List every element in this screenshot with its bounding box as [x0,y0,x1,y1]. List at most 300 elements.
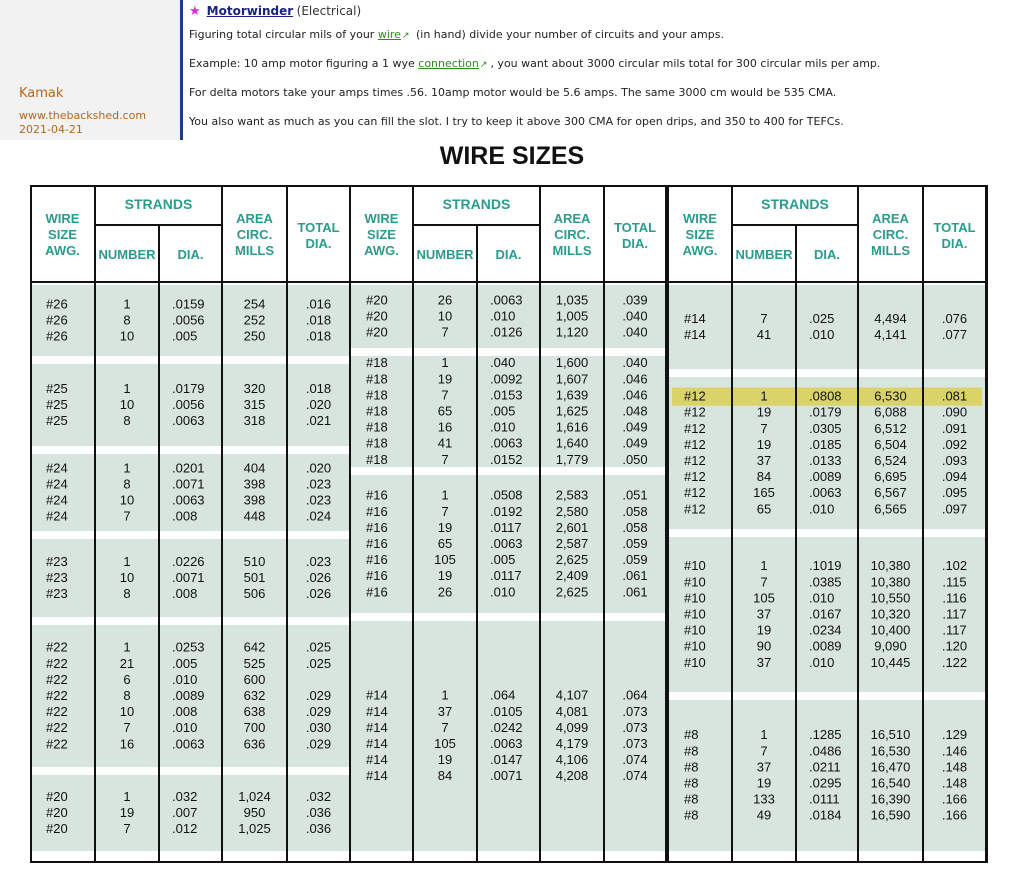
cell-number: 10 [437,308,453,324]
cell-number: 8 [123,413,131,429]
cell-dia: .0808 [809,388,842,404]
cell-dia: .005 [490,552,516,568]
cell-wire-size: #18 [366,419,388,435]
line-text: , you want about 3000 circular mils total for 300 circular mils per amp. [490,57,881,70]
cell-area: 10,380 [870,574,911,590]
cell-total-dia: .059 [622,552,648,568]
cell-dia: .005 [172,328,198,344]
cell-total-dia: .061 [622,568,648,584]
cell-wire-size: #24 [46,508,68,524]
cell-wire-size: #8 [684,807,699,823]
header-area-circ-mills: MILLS [871,243,910,258]
cell-area: 4,494 [874,310,907,326]
cell-wire-size: #24 [46,476,68,492]
cell-number: 165 [753,485,775,501]
cell-total-dia: .050 [622,451,648,467]
wire-link[interactable]: wire [377,28,401,41]
cell-area: 404 [243,460,266,476]
cell-wire-size: #23 [46,586,68,602]
cell-number: 7 [441,324,449,340]
cell-dia: .0063 [490,435,523,451]
cell-number: 19 [756,775,772,791]
cell-dia: .0071 [172,569,205,585]
cell-dia: .010 [809,501,835,517]
cell-area: 506 [243,586,266,602]
cell-area: 4,106 [555,752,589,768]
cell-dia: .0508 [490,487,523,503]
cell-dia: .010 [809,654,835,670]
cell-wire-size: #10 [684,622,706,638]
cell-total-dia: .029 [305,736,332,752]
cell-number: 7 [441,503,449,519]
quote-bar [180,0,183,140]
cell-dia: .012 [172,821,198,837]
cell-number: 26 [437,584,453,600]
cell-total-dia: .036 [305,804,332,820]
connection-link[interactable]: connection [418,57,479,70]
cell-wire-size: #22 [46,736,68,752]
cell-wire-size: #10 [684,638,706,654]
cell-area: 1,600 [555,355,589,371]
cell-number: 19 [437,371,453,387]
cell-wire-size: #26 [46,296,68,312]
cell-number: 8 [123,687,131,703]
cell-area: 16,510 [870,727,911,743]
cell-wire-size: #26 [46,312,68,328]
cell-total-dia: .040 [622,308,648,324]
cell-dia: .0253 [172,639,205,655]
cell-area: 10,380 [870,558,911,574]
header-wire-size: SIZE [367,227,396,242]
cell-total-dia: .059 [622,535,648,551]
cell-number: 84 [437,768,453,784]
cell-dia: .0133 [809,453,842,468]
cell-area: 4,141 [874,327,907,342]
cell-wire-size: #22 [46,655,68,671]
cell-total-dia: .077 [941,327,968,342]
cell-number: 16 [437,419,453,435]
cell-area: 10,550 [870,590,911,606]
cell-number: 10 [119,328,135,344]
cell-area: 1,035 [555,292,589,308]
post-line [189,28,724,41]
cell-wire-size: #14 [366,752,388,768]
cell-area: 1,779 [555,451,589,467]
cell-number: 84 [756,469,772,485]
cell-wire-size: #14 [366,703,388,719]
cell-dia: .0063 [172,492,205,508]
cell-dia: .010 [490,419,516,435]
cell-area: 6,088 [874,404,907,420]
cell-dia: .0167 [809,606,842,622]
cell-wire-size: #18 [366,387,388,403]
cell-dia: .0063 [809,485,842,501]
header-dia: DIA. [177,247,204,262]
cell-total-dia: .020 [305,396,332,412]
line-text: Example: 10 amp motor figuring a 1 wye [189,57,419,70]
cell-total-dia: .040 [622,324,648,340]
cell-total-dia: .046 [622,387,648,403]
cell-dia: .0063 [172,736,205,752]
cell-area: 16,530 [870,743,911,759]
cell-dia: .0056 [172,396,205,412]
cell-number: 8 [123,586,131,602]
cell-number: 1 [760,727,768,743]
line-text: For delta motors take your amps times .56. 10amp motor would be 5.6 amps. The same 3000 cm would be 535 CMA. [189,86,837,99]
cell-wire-size: #24 [46,460,68,476]
cell-wire-size: #16 [366,584,388,600]
cell-total-dia: .049 [622,435,648,451]
cell-total-dia: .122 [941,654,968,670]
cell-wire-size: #10 [684,654,706,670]
cell-total-dia: .091 [941,420,968,436]
cell-total-dia: .023 [305,553,332,569]
cell-area: 4,208 [555,768,589,784]
cell-area: 1,639 [555,387,589,403]
wire-sizes-table [30,185,988,863]
cell-number: 26 [437,292,453,308]
cell-area: 2,601 [555,519,589,535]
cell-number: 37 [756,453,772,468]
cell-wire-size: #10 [684,590,706,606]
cell-total-dia: .016 [305,296,332,312]
header-strands: STRANDS [761,196,829,212]
cell-wire-size: #16 [366,568,388,584]
cell-dia: .0295 [809,775,842,791]
cell-wire-size: #14 [366,687,388,703]
header-total-dia: TOTAL [933,220,976,235]
cell-total-dia: .049 [622,419,648,435]
cell-dia: .0105 [490,703,523,719]
header-wire-size: SIZE [685,227,715,242]
cell-wire-size: #8 [684,743,699,759]
cell-area: 2,625 [555,552,589,568]
cell-number: 1 [123,460,131,476]
cell-number: 37 [756,759,772,775]
cell-dia: .0179 [172,380,205,396]
line-text: (in hand) divide your number of circuits and your amps. [412,28,724,41]
cell-total-dia: .129 [941,727,968,743]
author-role: (Electrical) [296,4,362,18]
cell-total-dia: .095 [941,485,968,501]
cell-number: 1 [123,553,131,569]
cell-total-dia: .023 [305,476,332,492]
cell-wire-size: #18 [366,403,388,419]
cell-dia: .008 [172,586,198,602]
cell-total-dia: .058 [622,519,648,535]
cell-wire-size: #20 [46,821,68,837]
cell-number: 7 [441,387,449,403]
header-wire-size: WIRE [364,211,399,226]
cell-dia: .0385 [809,574,842,590]
quote-author-link[interactable]: Motorwinder [206,4,294,18]
cell-number: 6 [123,671,131,687]
cell-number: 65 [437,535,453,551]
cell-area: 1,120 [555,324,589,340]
cell-area: 10,320 [870,606,911,622]
cell-total-dia: .051 [622,487,648,503]
header-wire-size: AWG. [45,243,80,258]
cell-area: 600 [243,671,266,687]
cell-dia: .0152 [490,451,523,467]
cell-wire-size: #14 [366,768,388,784]
cell-number: 1 [123,380,131,396]
cell-wire-size: #22 [46,720,68,736]
cell-number: 8 [123,312,131,328]
header-total-dia: DIA. [941,236,968,251]
cell-area: 510 [243,553,266,569]
cell-area: 448 [243,508,266,524]
header-area-circ-mills: AREA [236,211,273,226]
cell-wire-size: #16 [366,535,388,551]
cell-total-dia: .029 [305,704,332,720]
cell-total-dia: .148 [941,759,968,775]
cell-wire-size: #8 [684,775,699,791]
cell-area: 2,580 [555,503,589,519]
cell-area: 636 [243,736,266,752]
cell-dia: .0153 [490,387,523,403]
cell-area: 1,607 [555,371,589,387]
cell-area: 4,099 [555,719,589,735]
cell-area: 4,081 [555,703,589,719]
cell-dia: .010 [172,720,198,736]
cell-dia: .010 [490,308,516,324]
cell-area: 6,565 [874,501,907,517]
cell-area: 1,640 [555,435,589,451]
cell-total-dia: .090 [941,404,968,420]
cell-total-dia: .025 [305,655,332,671]
cell-wire-size: #14 [684,327,706,342]
cell-total-dia: .116 [942,590,967,606]
cell-dia: .1019 [809,558,842,574]
star-icon: ★ [189,4,201,19]
cell-number: 8 [123,476,131,492]
cell-number: 37 [756,606,772,622]
cell-total-dia: .032 [305,788,332,804]
header-area-circ-mills: AREA [553,211,591,226]
cell-total-dia: .018 [305,380,332,396]
cell-wire-size: #16 [366,487,388,503]
cell-number: 7 [441,719,449,735]
cell-dia: .005 [490,403,516,419]
cell-dia: .0071 [172,476,205,492]
cell-area: 250 [243,328,266,344]
cell-dia: .010 [809,327,835,342]
cell-dia: .0192 [490,503,523,519]
cell-number: 1 [123,639,131,655]
cell-dia: .0159 [172,296,205,312]
cell-dia: .0063 [490,292,523,308]
cell-area: 16,390 [870,791,911,807]
cell-number: 19 [119,804,135,820]
cell-dia: .0117 [490,568,522,584]
cell-dia: .0117 [490,519,522,535]
external-link-icon: ↗ [401,31,410,41]
cell-area: 6,524 [874,453,907,468]
cell-total-dia: .076 [941,310,968,326]
cell-number: 49 [756,807,772,823]
header-number: NUMBER [735,247,793,262]
cell-wire-size: #20 [366,292,388,308]
cell-total-dia: .117 [942,622,967,638]
cell-area: 4,107 [555,687,589,703]
cell-number: 1 [760,558,768,574]
cell-wire-size: #8 [684,727,699,743]
cell-wire-size: #12 [684,388,706,404]
header-wire-size: AWG. [682,243,718,258]
cell-dia: .1285 [809,727,842,743]
user-website[interactable]: www.thebackshed.com [19,109,147,122]
cell-dia: .010 [809,590,835,606]
cell-area: 1,025 [238,821,271,837]
cell-dia: .0063 [490,535,523,551]
cell-number: 1 [760,388,768,404]
cell-total-dia: .093 [941,453,968,468]
cell-wire-size: #16 [366,519,388,535]
post-line [189,57,880,70]
cell-total-dia: .102 [941,558,968,574]
cell-area: 398 [243,492,266,508]
header-wire-size: WIRE [683,211,717,226]
header-total-dia: DIA. [622,236,648,251]
cell-area: 16,470 [870,759,911,775]
cell-area: 315 [243,396,266,412]
user-panel [0,0,180,140]
cell-number: 90 [756,638,772,654]
cell-total-dia: .058 [622,503,648,519]
header-total-dia: TOTAL [613,220,657,235]
cell-area: 252 [243,312,266,328]
cell-area: 950 [243,804,266,820]
cell-dia: .0305 [809,420,842,436]
cell-wire-size: #25 [46,380,68,396]
cell-number: 37 [437,703,453,719]
cell-area: 1,616 [555,419,589,435]
cell-dia: .0089 [809,638,842,654]
cell-wire-size: #22 [46,671,68,687]
forum-post [0,0,1024,140]
cell-total-dia: .073 [622,719,648,735]
cell-number: 7 [760,310,768,326]
cell-area: 320 [243,380,266,396]
cell-number: 16 [119,736,135,752]
cell-wire-size: #20 [366,308,388,324]
cell-dia: .0092 [490,371,523,387]
cell-total-dia: .120 [941,638,968,654]
cell-area: 10,400 [870,622,911,638]
cell-area: 254 [243,296,266,312]
cell-dia: .005 [172,655,198,671]
table-title: WIRE SIZES [439,142,585,170]
cell-wire-size: #22 [46,687,68,703]
cell-dia: .0111 [809,791,840,807]
cell-dia: .0201 [172,460,205,476]
cell-wire-size: #12 [684,420,706,436]
cell-dia: .0147 [490,752,523,768]
cell-number: 105 [434,552,456,568]
cell-area: 6,567 [874,485,907,501]
cell-total-dia: .146 [941,743,968,759]
cell-number: 1 [441,687,449,703]
cell-wire-size: #10 [684,558,706,574]
cell-total-dia: .092 [941,436,968,452]
cell-wire-size: #18 [366,355,388,371]
cell-dia: .0242 [490,719,523,735]
cell-number: 7 [760,743,768,759]
cell-area: 318 [243,413,266,429]
header-area-circ-mills: CIRC. [872,227,909,242]
cell-total-dia: .148 [941,775,968,791]
cell-wire-size: #14 [366,719,388,735]
external-link-icon: ↗ [479,60,488,70]
cell-wire-size: #23 [46,569,68,585]
cell-area: 632 [243,687,266,703]
cell-total-dia: .094 [941,469,968,485]
cell-wire-size: #12 [684,469,706,485]
cell-wire-size: #25 [46,413,68,429]
header-area-circ-mills: MILLS [235,243,274,258]
cell-area: 10,445 [870,654,911,670]
post-line [189,115,844,128]
cell-number: 21 [119,655,135,671]
header-area-circ-mills: CIRC. [554,227,590,242]
cell-dia: .007 [172,804,198,820]
header-number: NUMBER [98,247,156,262]
cell-area: 525 [243,655,266,671]
cell-dia: .0234 [809,622,842,638]
header-area-circ-mills: AREA [872,211,909,226]
cell-number: 65 [437,403,453,419]
cell-area: 2,587 [555,535,589,551]
header-strands: STRANDS [124,196,193,212]
cell-area: 1,625 [555,403,589,419]
cell-area: 4,179 [555,736,589,751]
cell-area: 6,530 [874,388,907,404]
cell-dia: .008 [172,704,198,720]
cell-number: 1 [441,355,449,371]
cell-number: 37 [756,654,772,670]
cell-dia: .0063 [172,413,205,429]
cell-total-dia: .025 [305,639,332,655]
line-text: Figuring total circular mils of your [189,28,378,41]
cell-dia: .0179 [809,404,842,420]
line-text: You also want as much as you can fill the slot. I try to keep it above 300 CMA for open drips, and 350 to 400 for TEFCs. [189,115,844,128]
cell-number: 133 [753,791,775,807]
cell-area: 2,583 [555,487,589,503]
cell-area: 6,504 [874,436,907,452]
cell-number: 19 [437,519,453,535]
header-strands: STRANDS [442,196,511,212]
cell-total-dia: .020 [305,460,332,476]
cell-dia: .0126 [490,324,523,340]
cell-wire-size: #22 [46,639,68,655]
cell-number: 19 [756,404,772,420]
cell-number: 10 [119,492,135,508]
cell-number: 105 [753,590,775,606]
header-wire-size: AWG. [364,243,399,258]
cell-number: 7 [760,420,768,436]
cell-wire-size: #16 [366,503,388,519]
cell-area: 2,625 [555,584,589,600]
cell-dia: .0185 [809,436,842,452]
username[interactable]: Kamak [19,86,64,101]
header-dia: DIA. [814,247,840,262]
cell-total-dia: .040 [622,355,648,371]
cell-total-dia: .024 [305,508,332,524]
cell-total-dia: .115 [942,574,967,590]
cell-total-dia: .073 [622,736,648,751]
cell-total-dia: .117 [942,606,967,622]
